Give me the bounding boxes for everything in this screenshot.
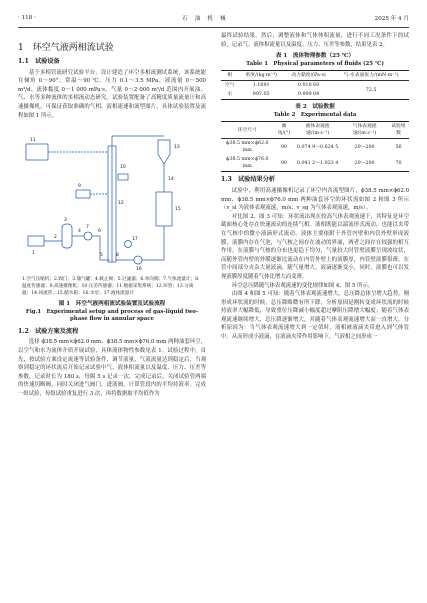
table-cell: 空气 [224,83,235,89]
svg-text:10: 10 [120,165,126,171]
svg-text:5: 5 [100,253,103,259]
table-2-header: 试验组数 [388,122,409,139]
table-cell: 0.074 9～0.624 5 [296,144,339,150]
svg-text:15: 15 [175,207,181,213]
figure-1-legend: 1.空气压缩机；2.阀门；3.储气罐；4.截止阀；5.过滤器；6.单向阀；7.气体流量计；8.温度传感器；9.高速摄像机；10.压差传感器；11.数据采集系统；12.环管；13.分离器；14.回流管；15.储水箱；16.水泵；17.液体流量计 [22,277,200,297]
table-2-caption-en: Table 2 Experimental data [273,111,357,118]
table-2 [221,121,409,172]
table-cell: 0.041 2～1.033 4 [296,160,339,166]
paragraph-1-3-b: 对比图 2、图 3 可知：环状流出现在较高气体表观流速下，其特征是环空截面核心处存在快速流动的连续气相。液相既能以湍流形式流动，也能以夹带在气核中的微小液滴形式流动。液体主要依附于外管内壁和内管外壁形成液膜，液膜内存在气泡，与气核之间存在波动的界面，两者之间存在较强的相互作用。在液膜与气核的分布也更趋于均匀，气量较大时管壁液膜呈现波纹状，而随外管内壁的外膜逐渐比流动在内管外壁上的液膜厚，内管壁液膜很薄。在管中间部分夹杂大量液滴，随气量增大，液滴逐渐变小，同时，液膜也可以发现液膜厚度随着气体比增大而变薄。 [221,213,409,280]
figure-1-caption-cn: 图 1 环空气液两相流试验装置及试验流程 [58,301,166,308]
paragraph-1-3-a: 试验中，利用高速摄像机记录了环空内各流型图片，ϕ38.5 mm×ϕ62.0 mm、ϕ38.5 mm×ϕ76.0 mm 两种油套环空的环状流如图 2 和图 3 所示（v_sl 为液体表观流速，m/s；v_sg 为气体表观流速，m/s）。 [221,187,409,212]
table-1-caption-cn: 表 1 流体物理参数（25 ℃） [275,53,355,60]
table-1-header: 密度/(kg·m⁻³) [238,71,284,81]
figure-1-diagram [18,124,206,274]
table-cell: ϕ38.5 mm×ϕ76.0 mm [226,157,269,170]
gas-tank-shape [62,224,72,248]
svg-text:6: 6 [98,229,101,235]
table-2-header: 环空尺寸 [221,122,274,139]
separator-shape [158,140,170,164]
subsection-1-3: 1.3 试验结果分析 [221,176,276,184]
gas-flowmeter-shape [84,232,92,240]
table-cell: 90 [280,144,287,150]
svg-text:7: 7 [86,225,89,231]
journal-name: 石 油 机 械 [182,16,229,22]
left-column [18,32,206,399]
table-1-caption-en: Table 1 Physical parameters of fluids (25 ℃) [246,60,384,67]
pressure-sensor-shape [118,174,128,180]
running-header [18,12,409,24]
table-2-header: 液体表观流速/(m·s⁻¹) [294,122,341,139]
issue-date: 2025 年 4 月 [374,16,409,22]
table-row [221,139,409,156]
subsection-1-1: 1.1 试验设备 [18,58,60,65]
subsection-1-2: 1.2 试验方案及流程 [18,327,79,335]
table-cell: 20～200 [354,144,375,150]
paragraph-1-3-c: 环空总压降随气体表观流速的变化规律如图 4、图 5 所示。 [231,282,374,289]
paragraph-1-1: 基于多相管流研究试验平台，设计建造了环空多相流测试系统，该系统能在倾角 0～90°、常温～90 ℃、压力 0.1～3.5 MPa、液流量 0～500 m³/d、流体黏度 0～1 000 mPa·s、气量 0～2 000 m³/d 范围内开展油、气、水等多种流体的多相流动态研究。试验装置配备了高精度质量流量计和高速摄像机，可保证获取准确的气相、液相流速和流型图片。具体试验装置及流程如图 1 所示。 [18,69,206,119]
table-2-caption-cn: 表 2 试验数据 [295,104,335,111]
table-2-header: 气体表观流速/(m·s⁻¹) [341,122,388,139]
table-2-header-row [221,122,409,139]
svg-text:8: 8 [116,253,119,259]
table-cell: ϕ38.5 mm×ϕ62.0 mm [226,141,269,154]
svg-text:16: 16 [136,267,142,273]
table-cell: 0.899 08 [297,92,320,98]
table-1-header: 相 [221,71,238,81]
page-number: · 118 · [18,15,36,21]
table-cell: 0.018 60 [297,83,320,89]
svg-text:14: 14 [168,177,174,183]
table-cell: 997.05 [252,92,270,98]
svg-text:11: 11 [30,138,36,144]
table-cell: 20～200 [354,160,375,166]
experimental-setup-schematic [18,124,206,274]
section-title: 1 环空气液两相流试验 [18,43,114,53]
table-cell: 1.1691 [252,83,270,89]
table-cell: 70 [395,160,402,166]
table-cell: 56 [395,144,402,150]
paragraph-1-2: 选择 ϕ38.5 mm×ϕ62.0 mm、ϕ38.5 mm×ϕ76.0 mm 两种油套环空，以空气和水为流体介质开展试验，具体流体物性参数见表 1。试验过程中，首先，按试验方案设定流速等试验条件，调节液量、气液流量达到稳定后，当观察到稳定的环状流后开始记录试验中气、液体积流量以及温度、压力、压差等参数，记录时长为 180 s，每隔 5 s 记录一次。完成记录后，关闭试验管两端的快速切断阀，同时关闭进气阀门、进液阀，计算管段内的平均持液率。完成一组试验，每组试验重复进行 3 次，再将数据取平均值作为 [18,339,206,397]
svg-text:13: 13 [174,145,180,151]
table-cell: 72.5 [365,87,377,93]
liquid-flowmeter-shape [125,241,132,248]
table-1 [221,70,409,100]
camera-shape [76,190,90,198]
table-1-header: 动力黏度/(Pa·s) [284,71,333,81]
svg-text:2: 2 [54,235,57,241]
table-1-header-row [221,71,409,81]
table-row [221,155,409,172]
table-cell: 90 [280,160,287,166]
svg-text:12: 12 [118,201,124,207]
table-2-header: 倾角/(°) [274,122,295,139]
paragraph-continued: 最终试验结果。然后，调整液体和气体体积流量，进行不同工况条件下的试验，记录气、液体积流量以及温度、压力、压差等参数，结果见表 2。 [221,33,409,48]
table-1-header: 气-水表面张力/(mN·m⁻¹) [333,71,409,81]
table-row [221,81,409,91]
svg-text:4: 4 [78,229,81,235]
svg-text:9: 9 [78,184,81,190]
right-column [221,32,409,342]
pump-shape [134,256,142,264]
figure-1-caption-en: Fig.1 Experimental setup and process of gas-liquid two-phase flow in annular space [25,308,199,323]
table-cell: 水 [227,92,233,98]
svg-text:1: 1 [32,251,35,257]
header-rule [18,27,409,28]
paragraph-1-3-d: 由图 4 和图 5 可知：随着气体表观流速增大，总压降总体呈增大趋势，刚形成环状流的时候，总压降略微有所下降，分析原因是刚转变成环状流的时候持液率大幅降低，导致重位压降减小幅度超过摩阻压降增大幅度；随着气体表观流速继续增大，总压降逐渐增大，并随着气体表观流速增大而一直增大，分析原因为：当气体表观流速增大到一定值时，液相被液滴夹带进入到气体管中，从而形成小液滴，在液滴夹带作用影响下，气液相之间形成一 [221,291,409,341]
daq-shape [26,144,48,160]
water-tank-shape [156,192,172,226]
svg-text:17: 17 [132,237,138,243]
svg-text:3: 3 [64,218,67,224]
compressor-shape [28,236,44,246]
